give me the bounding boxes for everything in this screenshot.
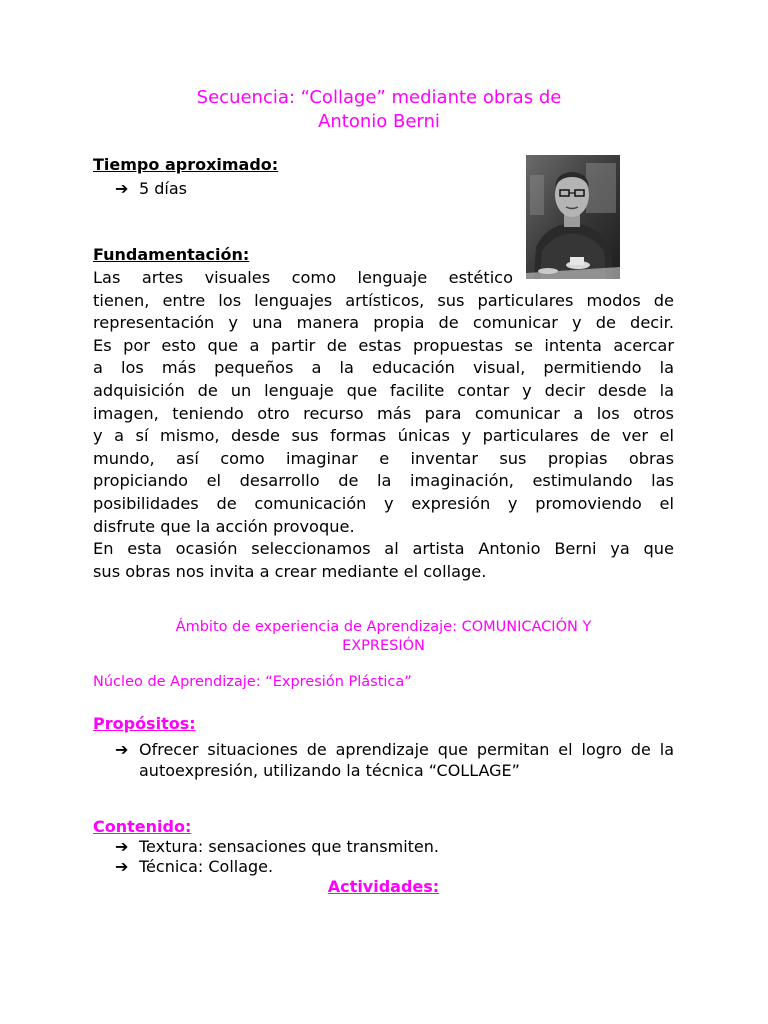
ambito-line-1: Ámbito de experiencia de Aprendizaje: COMUNICACIÓN Y [175,619,592,635]
title-line-1: Secuencia: “Collage” mediante obras de [196,87,562,108]
paragraph-line: y a sí mismo, desde sus formas únicas y particulares de ver el [93,426,674,446]
arrow-bullet-icon: ➔ [115,857,129,876]
paragraph-line: posibilidades de comunicación y expresión y promoviendo el [93,493,674,513]
arrow-bullet-icon: ➔ [115,179,129,198]
nucleo-text: Núcleo de Aprendizaje: “Expresión Plástica” [93,674,412,690]
paragraph-line: Las artes visuales como lenguaje estético [93,268,513,287]
tiempo-heading: Tiempo aproximado: [93,155,279,174]
paragraph-line: sus obras nos invita a crear mediante el collage. [93,561,487,581]
contenido-item: Técnica: Collage. [139,857,274,876]
list-item [93,857,674,877]
propositos-heading: Propósitos: [93,714,196,733]
list-item [93,837,674,857]
paragraph-line: propiciando el desarrollo de la imaginación, estimulando las [93,471,674,491]
paragraph-line: adquisición de un lenguaje que facilite contar y decir desde la [93,380,674,400]
paragraph-line: representación y una manera propia de comunicar y de decir. [93,313,674,333]
document-title [189,86,569,134]
paragraph-line: disfrute que la acción provoque. [93,516,355,536]
antonio-berni-photo [526,155,620,279]
arrow-bullet-icon: ➔ [115,740,129,759]
arrow-bullet-icon: ➔ [115,837,129,856]
paragraph-line: Es por esto que a partir de estas propuestas se intenta acercar [93,335,674,355]
ambito-line-2: EXPRESIÓN [342,638,425,654]
contenido-item: Textura: sensaciones que transmiten. [139,837,439,856]
fundamentacion-heading: Fundamentación: [93,245,250,264]
contenido-list [93,837,674,877]
actividades-heading-text: Actividades: [327,877,440,896]
paragraph-line: tienen, entre los lenguajes artísticos, sus particulares modos de [93,290,674,310]
contenido-heading: Contenido: [93,817,192,836]
document-page [93,0,674,1024]
title-line-2: Antonio Berni [318,111,440,132]
actividades-heading [93,876,674,898]
propositos-list [93,739,674,781]
list-item [93,739,674,781]
paragraph-line: imagen, teniendo otro recurso más para comunicar a los otros [93,403,674,423]
tiempo-item: 5 días [139,179,188,198]
proposito-item: Ofrecer situaciones de aprendizaje que permitan el logro de la autoexpresión, utilizando la técnica “COLLAGE” [139,740,674,780]
paragraph-line: En esta ocasión seleccionamos al artista Antonio Berni ya que [93,539,674,559]
ambito-text [93,618,674,656]
fundamentacion-paragraph [93,267,674,583]
paragraph-line: mundo, así como imaginar e inventar sus propias obras [93,448,674,468]
paragraph-line: a los más pequeños a la educación visual, permitiendo la [93,358,674,378]
